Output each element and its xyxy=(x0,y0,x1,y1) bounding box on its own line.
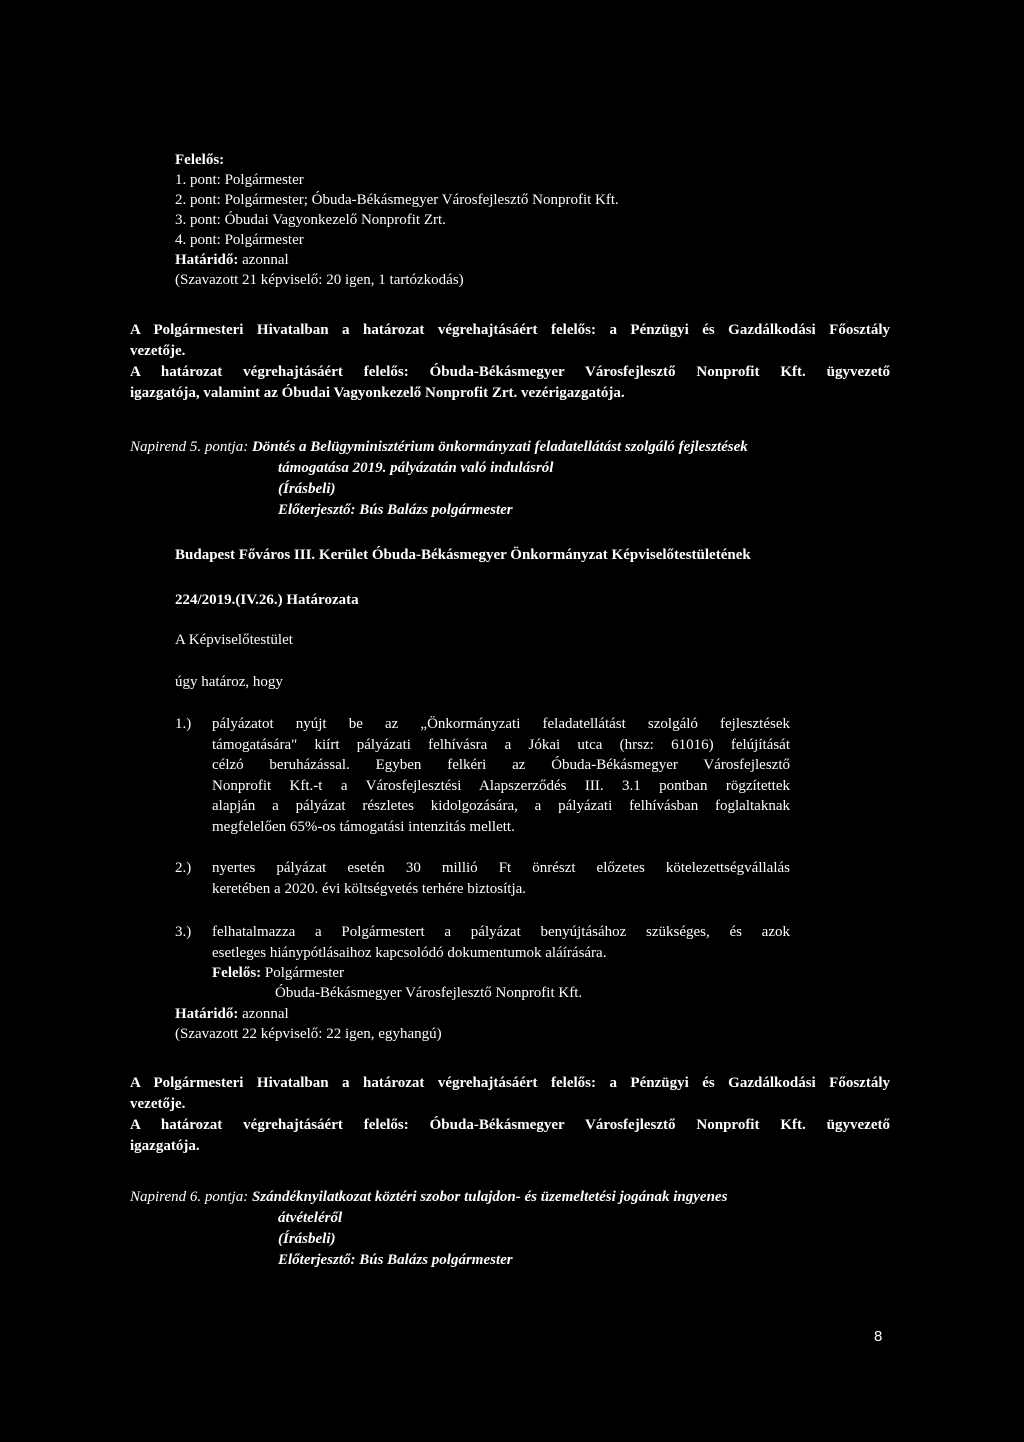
agenda6-title-1: Szándéknyilatkozat köztéri szobor tulajdon- és üzemeltetési jogának ingyenes xyxy=(251,1189,728,1205)
resp1-line-3: A határozat végrehajtásáért felelős: Óbuda-Békásmegyer Városfejlesztő Nonprofit Kft. ügyvezető xyxy=(130,364,890,380)
felelos-label: Felelős: xyxy=(175,152,225,168)
item-2-line-2: keretében a 2020. évi költségvetés terhére biztosítja. xyxy=(212,880,527,897)
resp1-line-2: vezetője. xyxy=(130,343,186,359)
bottom-vote-result: (Szavazott 22 képviselő: 22 igen, egyhangú) xyxy=(175,1026,442,1042)
bottom-deadline-block xyxy=(175,1004,442,1044)
resolution-item-2 xyxy=(175,858,790,899)
bottom-hatarido-label: Határidő: xyxy=(175,1006,239,1022)
bottom-felelos-value-2: Óbuda-Békásmegyer Városfejlesztő Nonprofit Kft. xyxy=(275,985,583,1001)
resp1-line-1: A Polgármesteri Hivatalban a határozat végrehajtásáért felelős: a Pénzügyi és Gazdálkodási Főosztály xyxy=(130,322,890,338)
execution-responsibility-2 xyxy=(130,1073,890,1157)
item-1-line-3: célzó beruházással. Egyben felkéri az Óbuda-Békásmegyer Városfejlesztő xyxy=(212,757,790,773)
bottom-deadline xyxy=(175,1004,442,1024)
vote-result: (Szavazott 21 képviselő: 20 igen, 1 tartózkodás) xyxy=(175,272,464,288)
resp1-line-4: igazgatója, valamint az Óbudai Vagyonkezelő Nonprofit Zrt. vezérigazgatója. xyxy=(130,385,625,401)
bottom-felelos-value: Polgármester xyxy=(264,965,345,981)
resolution-subject: A Képviselőtestület xyxy=(175,632,293,648)
agenda5-title-1: Döntés a Belügyminisztérium önkormányzati feladatellátást szolgáló fejlesztések xyxy=(251,439,748,455)
agenda-item-5 xyxy=(130,437,748,521)
item-1-line-2: támogatására" kiírt pályázati felhívásra a Jókai utca (hrsz: 61016) felújítását xyxy=(212,736,790,753)
item-3-line-2: esetleges hiánypótlásaihoz kapcsolódó dokumentumok aláírására. xyxy=(212,944,607,961)
agenda-item-6 xyxy=(130,1187,727,1271)
item-1-line-5: alapján a pályázat részletes kidolgozására, a pályázati felhívásban foglaltaknak xyxy=(212,798,790,814)
item-1-number: 1.) xyxy=(175,716,192,732)
resp2-line-3: A határozat végrehajtásáért felelős: Óbuda-Békásmegyer Városfejlesztő Nonprofit Kft. ügyvezető xyxy=(130,1117,890,1133)
resolution-decides: úgy határoz, hogy xyxy=(175,674,283,690)
item-1-line-1: pályázatot nyújt be az „Önkormányzati feladatellátást szolgáló fejlesztések xyxy=(212,716,790,732)
agenda6-presenter: Előterjesztő: Bús Balázs polgármester xyxy=(278,1252,513,1268)
agenda5-kind: (Írásbeli) xyxy=(278,481,336,497)
point-1: 1. pont: Polgármester xyxy=(175,172,304,188)
resolution-body: Budapest Főváros III. Kerület Óbuda-Békásmegyer Önkormányzat Képviselőtestületének xyxy=(175,547,751,563)
bottom-felelos xyxy=(212,963,582,983)
hatarido-label: Határidő: xyxy=(175,252,239,268)
point-3: 3. pont: Óbudai Vagyonkezelő Nonprofit Zrt. xyxy=(175,212,446,228)
resolution-number: 224/2019.(IV.26.) Határozata xyxy=(175,592,359,608)
responsibility-block xyxy=(175,150,619,290)
hatarido-value: azonnal xyxy=(242,252,289,268)
agenda6-title-2: átvételéről xyxy=(278,1210,343,1226)
agenda5-title-2: támogatása 2019. pályázatán való indulásról xyxy=(278,460,554,476)
item-3-number: 3.) xyxy=(175,924,192,940)
resp2-line-4: igazgatója. xyxy=(130,1138,200,1154)
deadline-line xyxy=(175,250,619,270)
agenda6-label: Napirend 6. pontja: Szándéknyilatkozat köztéri szobor tulajdon- és üzemeltetési jogának ingyenes xyxy=(130,1189,728,1205)
item-1-line-4: Nonprofit Kft.-t a Városfejlesztési Alapszerződés III. 3.1 pontban rögzítettek xyxy=(212,777,790,794)
resp2-line-1: A Polgármesteri Hivatalban a határozat végrehajtásáért felelős: a Pénzügyi és Gazdálkodási Főosztály xyxy=(130,1075,890,1091)
item-3-line-1: felhatalmazza a Polgármestert a pályázat benyújtásához szükséges, és azok xyxy=(212,924,790,940)
item-2-line-1: nyertes pályázat esetén 30 millió Ft önrészt előzetes kötelezettségvállalás xyxy=(212,860,790,876)
execution-responsibility-1 xyxy=(130,320,890,404)
point-2: 2. pont: Polgármester; Óbuda-Békásmegyer Városfejlesztő Nonprofit Kft. xyxy=(175,192,619,208)
item-3-responsibility xyxy=(212,963,582,1003)
item-1-line-6: megfelelően 65%-os támogatási intenzitás mellett. xyxy=(212,818,515,835)
resolution-item-1 xyxy=(175,714,790,837)
bottom-felelos-label: Felelős: xyxy=(212,965,262,981)
point-4: 4. pont: Polgármester xyxy=(175,232,304,248)
agenda5-label: Napirend 5. pontja: Döntés a Belügyminisztérium önkormányzati feladatellátást szolgáló fejlesztések xyxy=(130,439,748,455)
agenda6-kind: (Írásbeli) xyxy=(278,1231,336,1247)
item-2-number: 2.) xyxy=(175,860,192,876)
resp2-line-2: vezetője. xyxy=(130,1096,186,1112)
resolution-item-3 xyxy=(175,922,790,963)
bottom-hatarido-value: azonnal xyxy=(242,1006,289,1022)
agenda5-presenter: Előterjesztő: Bús Balázs polgármester xyxy=(278,502,513,518)
page-number: 8 xyxy=(874,1328,883,1345)
